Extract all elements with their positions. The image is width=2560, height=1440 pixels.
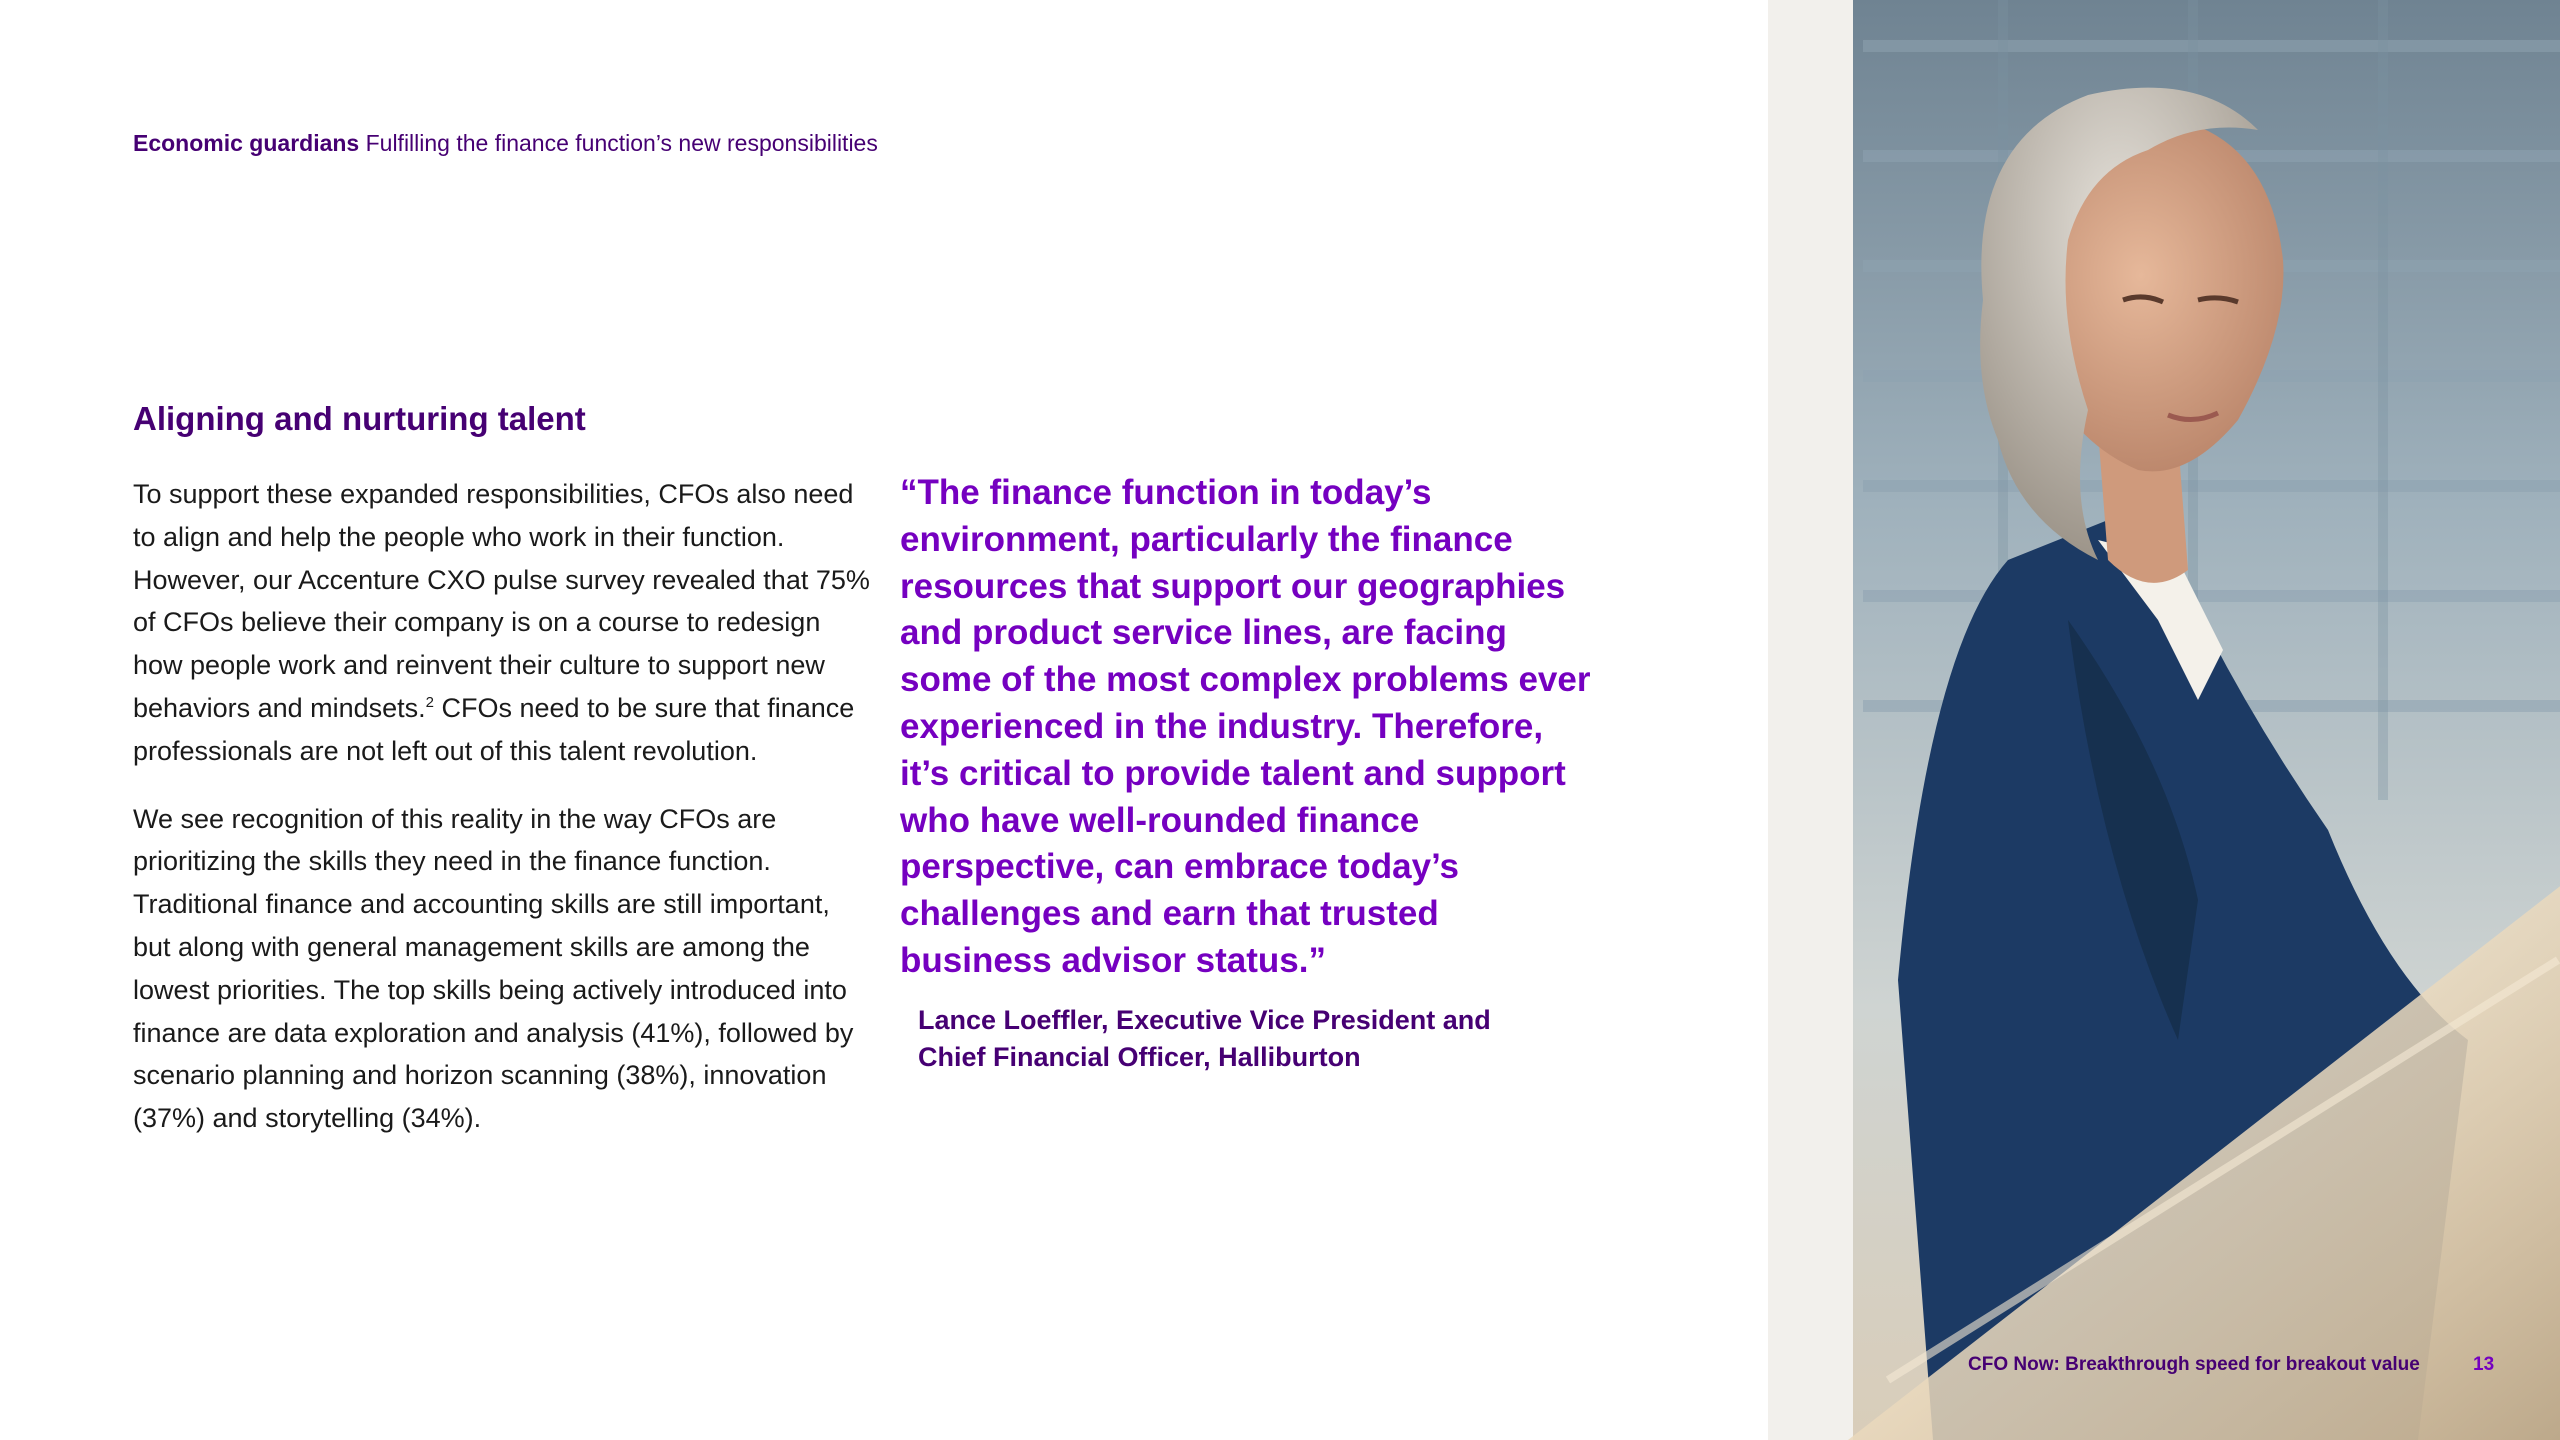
body-paragraph-2: We see recognition of this reality in the way CFOs are prioritizing the skills they need in the finance function. Traditional finance and accounting skills are still important, but along with general management skills are among the lowest priorities. The top skills being actively introduced into finance are data exploration and analysis (41%), followed by scenario planning and horizon scanning (38%), innovation (37%) and storytelling (34%). <box>133 803 854 1134</box>
section-subtitle: Fulfilling the finance function’s new responsibilities <box>365 130 878 156</box>
body-paragraph-1-part2: CFOs need to be sure that finance professionals are not left out of this talent revolution. <box>133 692 855 766</box>
body-paragraph-1 <box>133 473 873 773</box>
quote-attribution: Lance Loeffler, Executive Vice President and Chief Financial Officer, Halliburton <box>918 1005 1491 1072</box>
executive-portrait-photo <box>1768 0 2560 1440</box>
section-header <box>133 130 878 157</box>
body-text <box>133 473 873 1165</box>
section-heading: Aligning and nurturing talent <box>133 400 586 437</box>
pull-quote: “The finance function in today’s environment, particularly the finance resources that support our geographies and product service lines, are facing some of the most complex problems ever experienced in the industry. Therefore, it’s critical to provide talent and support who have well-rounded finance perspective, can embrace today’s challenges and earn that trusted business advisor status.” <box>900 473 1591 980</box>
body-paragraph-1-part1: To support these expanded responsibilities, CFOs also need to align and help the people who work in their function. However, our Accenture CXO pulse survey revealed that 75% of CFOs believe their company is on a course to redesign how people work and reinvent their culture to support new behaviors and mindsets. <box>133 479 870 723</box>
footer-title: CFO Now: Breakthrough speed for breakout value <box>1968 1354 2420 1375</box>
section-name: Economic guardians <box>133 130 360 156</box>
footnote-ref[interactable]: 2 <box>425 693 435 711</box>
page-number: 13 <box>2473 1354 2495 1375</box>
